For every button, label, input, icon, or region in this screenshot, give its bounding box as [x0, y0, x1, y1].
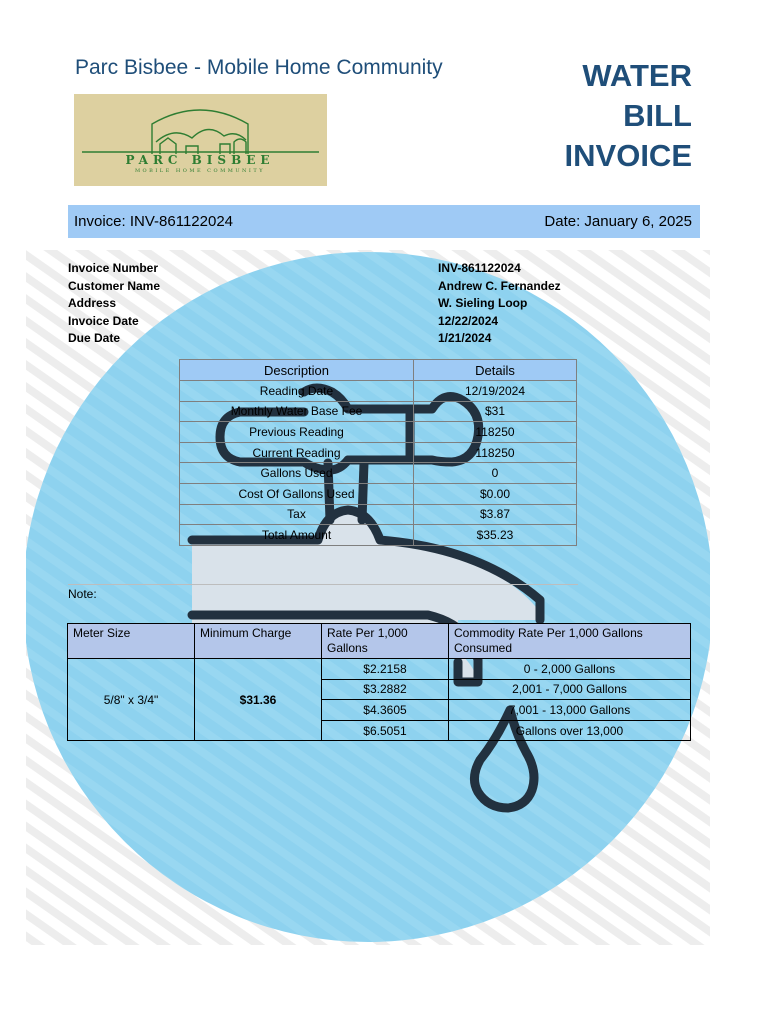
- title-line: INVOICE: [564, 138, 692, 173]
- logo-subtitle: MOBILE HOME COMMUNITY: [134, 168, 266, 174]
- invoice-bar: [68, 205, 700, 238]
- info-label: Invoice Date: [68, 313, 139, 328]
- tier-range: 7,001 - 13,000 Gallons: [449, 700, 691, 721]
- column-header-rate: Rate Per 1,000 Gallons: [322, 624, 449, 659]
- bill-title: [492, 56, 692, 176]
- rate-value: $3.2882: [322, 679, 449, 700]
- row-detail: 12/19/2024: [414, 381, 577, 402]
- info-label: Invoice Number: [68, 261, 159, 275]
- rate-header-row: [68, 624, 691, 659]
- community-name: Parc Bisbee - Mobile Home Community: [75, 56, 443, 79]
- row-description: Reading Date: [180, 381, 414, 402]
- meter-size-value: 5/8" x 3/4": [68, 659, 195, 741]
- row-detail: $3.87: [414, 504, 577, 525]
- rate-value: $6.5051: [322, 720, 449, 741]
- info-value-customer-name: Andrew C. Fernandez: [438, 278, 561, 293]
- info-labels: [68, 260, 160, 348]
- row-description: Previous Reading: [180, 422, 414, 443]
- column-header-minimum-charge: Minimum Charge: [195, 624, 322, 659]
- community-logo: [74, 94, 327, 186]
- note-divider: [68, 584, 578, 585]
- row-detail: $0.00: [414, 483, 577, 504]
- info-label: Due Date: [68, 331, 121, 346]
- table-row: [180, 504, 577, 525]
- info-value-address: W. Sieling Loop: [438, 296, 528, 311]
- details-header-row: [180, 360, 577, 381]
- rate-value: $2.2158: [322, 659, 449, 680]
- info-values: [438, 260, 561, 348]
- info-value-due-date: 1/21/2024: [438, 331, 492, 346]
- table-row: [180, 463, 577, 484]
- info-label: Customer Name: [68, 278, 161, 293]
- note-label: Note:: [68, 587, 97, 601]
- table-row: [68, 659, 691, 680]
- info-label: Address: [68, 296, 117, 311]
- row-detail: 118250: [414, 442, 577, 463]
- row-description: Total Amount: [180, 525, 414, 546]
- minimum-charge-value: $31.36: [195, 659, 322, 741]
- table-row: [180, 442, 577, 463]
- row-detail: $35.23: [414, 525, 577, 546]
- table-row: [180, 422, 577, 443]
- table-row: [180, 401, 577, 422]
- row-detail: 0: [414, 463, 577, 484]
- rate-table: [67, 623, 691, 741]
- row-detail: $31: [414, 401, 577, 422]
- title-line: BILL: [623, 98, 692, 133]
- row-description: Cost Of Gallons Used: [180, 483, 414, 504]
- invoice-number-label: Invoice: INV-861122024: [74, 213, 234, 230]
- table-row: [180, 381, 577, 402]
- column-header-commodity-rate: Commodity Rate Per 1,000 Gallons Consumed: [449, 624, 691, 659]
- rate-value: $4.3605: [322, 700, 449, 721]
- tier-range: Gallons over 13,000: [449, 720, 691, 741]
- column-header-description: Description: [180, 360, 414, 381]
- row-description: Current Reading: [180, 442, 414, 463]
- row-detail: 118250: [414, 422, 577, 443]
- tier-range: 2,001 - 7,000 Gallons: [449, 679, 691, 700]
- row-description: Tax: [180, 504, 414, 525]
- invoice-date: Date: January 6, 2025: [544, 213, 692, 230]
- row-description: Gallons Used: [180, 463, 414, 484]
- table-row: [180, 483, 577, 504]
- row-description: Monthly Water Base Fee: [180, 401, 414, 422]
- title-line: WATER: [582, 58, 692, 93]
- details-table: [179, 359, 577, 546]
- logo-graphic: [74, 94, 327, 186]
- tier-range: 0 - 2,000 Gallons: [449, 659, 691, 680]
- info-value-invoice-date: 12/22/2024: [438, 313, 499, 328]
- column-header-details: Details: [414, 360, 577, 381]
- table-row: [180, 525, 577, 546]
- info-value-invoice-number: INV-861122024: [438, 261, 521, 275]
- column-header-meter-size: Meter Size: [68, 624, 195, 659]
- logo-name: PARC BISBEE: [125, 153, 275, 167]
